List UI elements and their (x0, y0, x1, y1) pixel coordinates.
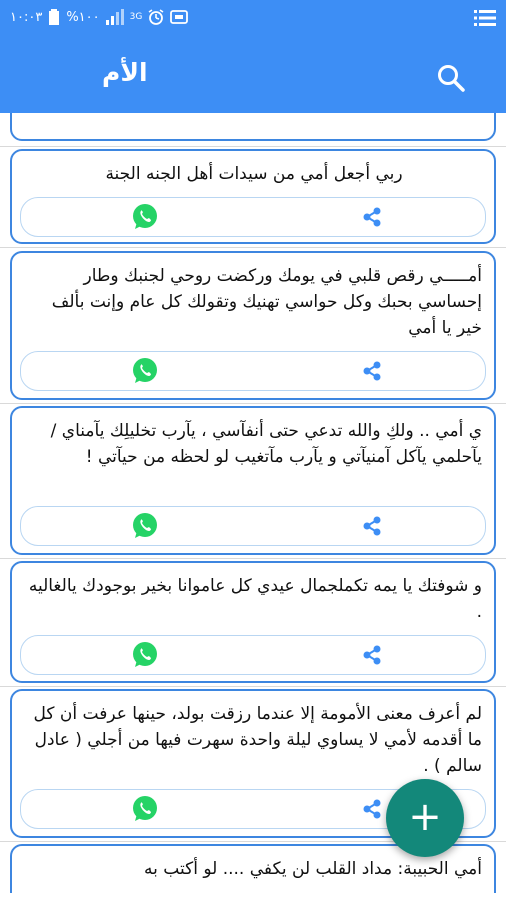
share-icon[interactable] (357, 356, 387, 386)
add-button[interactable] (386, 779, 464, 857)
list-item (10, 406, 496, 555)
list-item (10, 149, 496, 244)
whatsapp-icon[interactable] (131, 203, 159, 231)
quote-text: ي أمي .. ولكِ والله تدعي حتى أنفآسي ، يآرب تخليلِك يآمناي / يآحلمي يآكل آمنيآتي و يآرب مآتغيب لو لحظه من حيآتي ! (50, 421, 482, 467)
action-bar (20, 197, 486, 237)
whatsapp-icon[interactable] (131, 795, 159, 823)
share-icon[interactable] (357, 794, 387, 824)
action-bar (20, 506, 486, 546)
list-item (10, 561, 496, 683)
action-bar (20, 351, 486, 391)
share-icon[interactable] (357, 202, 387, 232)
battery-icon (48, 9, 60, 25)
divider (0, 686, 506, 687)
app-bar (0, 0, 506, 113)
divider (0, 403, 506, 404)
screenshot-icon (170, 10, 188, 24)
status-bar (0, 0, 506, 36)
menu-icon[interactable] (474, 8, 496, 28)
page-title: الأم (102, 58, 148, 87)
whatsapp-icon[interactable] (131, 512, 159, 540)
network-type: 3G (129, 12, 143, 22)
battery-percent: %١٠٠ (66, 9, 100, 25)
clock: ١٠:٠٣ (10, 9, 43, 25)
divider (0, 558, 506, 559)
quote-text: أمـــــي رقص قلبي في يومك وركضت روحي لجنبك وطار إحساسي بحبك وكل حواسي تهنيك وتقولك كل عام وإنت بألف خير يا أمي (51, 266, 482, 338)
quote-text: ربي أجعل أمي من سيدات أهل الجنه الجنة (105, 164, 403, 184)
list-item (10, 113, 496, 141)
action-bar (20, 635, 486, 675)
divider (0, 247, 506, 248)
share-icon[interactable] (357, 640, 387, 670)
add-icon: + (408, 794, 442, 840)
quote-text: أمي الحبيبة: مداد القلب لن يكفي .... لو أكتب به (144, 859, 482, 879)
quote-text: و شوفتك يا يمه تكملجمال عيدي كل عاموانا بخير بوجودك يالغاليه . (28, 576, 482, 622)
list-item (10, 251, 496, 400)
quote-text: لم أعرف معنى الأمومة إلا عندما رزقت بولد، حينها عرفت أن كل ما أقدمه لأمي لا يساوي ليلة واحدة سهرت فيها من أجلي ( عادل سالم ) . (33, 704, 482, 776)
whatsapp-icon[interactable] (131, 357, 159, 385)
bottom-edge (0, 893, 506, 900)
divider (0, 146, 506, 147)
signal-icon (106, 9, 124, 25)
share-icon[interactable] (357, 511, 387, 541)
search-icon[interactable] (436, 63, 466, 93)
whatsapp-icon[interactable] (131, 641, 159, 669)
alarm-icon (148, 9, 164, 25)
